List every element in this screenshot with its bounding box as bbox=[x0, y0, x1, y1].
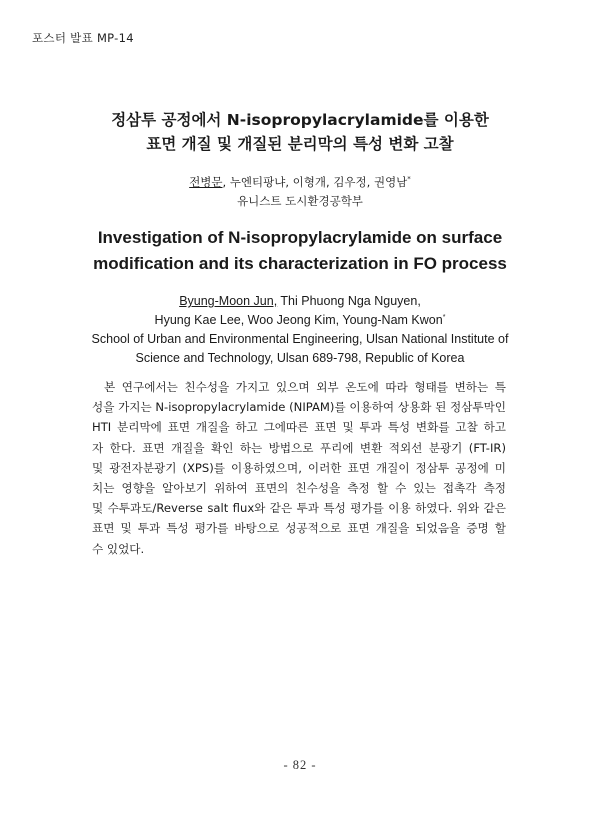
page-number: - 82 - bbox=[283, 758, 317, 772]
english-co-authors-line-2: Hyung Kae Lee, Woo Jeong Kim, Young-Nam Kwon bbox=[154, 313, 443, 327]
abstract-line: 및 광전자분광기 (XPS)를 이용하였으며, 이러한 표면 개질이 정삼투 공정에 미 bbox=[92, 460, 506, 475]
korean-affiliation: 유니스트 도시환경공학부 bbox=[237, 194, 363, 208]
korean-title-line-2: 표면 개질 및 개질된 분리막의 특성 변화 고찰 bbox=[146, 135, 454, 153]
english-authors-line-1 bbox=[0, 292, 600, 311]
korean-authors bbox=[0, 173, 600, 192]
abstract-line: 및 수투과도/Reverse salt flux와 같은 투과 특성 평가를 이용 하였다. 위와 같은 bbox=[92, 501, 506, 516]
abstract-line: HTI 분리막에 표면 개질을 하고 그에따른 표면 및 투과 특성 변화를 고찰 하고 bbox=[92, 420, 506, 435]
english-authors-block bbox=[0, 292, 600, 368]
english-affiliation-line-1: School of Urban and Environmental Engineering, Ulsan National Institute of bbox=[91, 332, 509, 346]
english-authors-line-2 bbox=[0, 311, 600, 330]
korean-corresponding-mark: * bbox=[407, 175, 411, 184]
korean-authors-block bbox=[0, 173, 600, 211]
session-label: 포스터 발표 MP-14 bbox=[32, 31, 134, 45]
abstract-line: 수 있었다. bbox=[92, 541, 145, 556]
english-co-authors-line-1: Thi Phuong Nga Nguyen, bbox=[277, 294, 421, 308]
abstract-body bbox=[92, 377, 506, 559]
abstract-line: 치는 영향을 알아보기 위하여 표면의 친수성을 측정 할 수 있는 접촉각 측정 bbox=[92, 481, 506, 496]
english-title bbox=[0, 225, 600, 277]
english-affiliation-line-2: Science and Technology, Ulsan 689-798, Republic of Korea bbox=[135, 351, 465, 365]
english-title-line-1: Investigation of N-isopropylacrylamide on surface bbox=[97, 228, 503, 247]
english-presenting-author: Byung-Moon Jun, bbox=[179, 294, 278, 308]
korean-co-authors: , 누엔티팡냐, 이형개, 김우정, 권영남 bbox=[222, 175, 408, 189]
abstract-line: 표면 및 투과 특성 평가를 바탕으로 성공적으로 표면 개질을 되었음을 증명 할 bbox=[92, 521, 506, 536]
abstract-line: 자 한다. 표면 개질을 확인 하는 방법으로 푸리에 변환 적외선 분광기 (FT-IR) bbox=[92, 440, 506, 455]
abstract-line: 본 연구에서는 친수성을 가지고 있으며 외부 온도에 따라 형태를 변하는 특 bbox=[104, 380, 506, 394]
korean-title-line-1: 정삼투 공정에서 N-isopropylacrylamide를 이용한 bbox=[111, 111, 489, 129]
korean-presenting-author: 전병문 bbox=[189, 175, 223, 189]
english-title-line-2: modification and its characterization in FO process bbox=[93, 254, 507, 273]
abstract-line: 성을 가지는 N-isopropylacrylamide (NIPAM)를 이용하여 상용화 된 정삼투막인 bbox=[92, 400, 506, 415]
english-corresponding-mark: * bbox=[442, 313, 446, 321]
korean-title bbox=[0, 108, 600, 156]
